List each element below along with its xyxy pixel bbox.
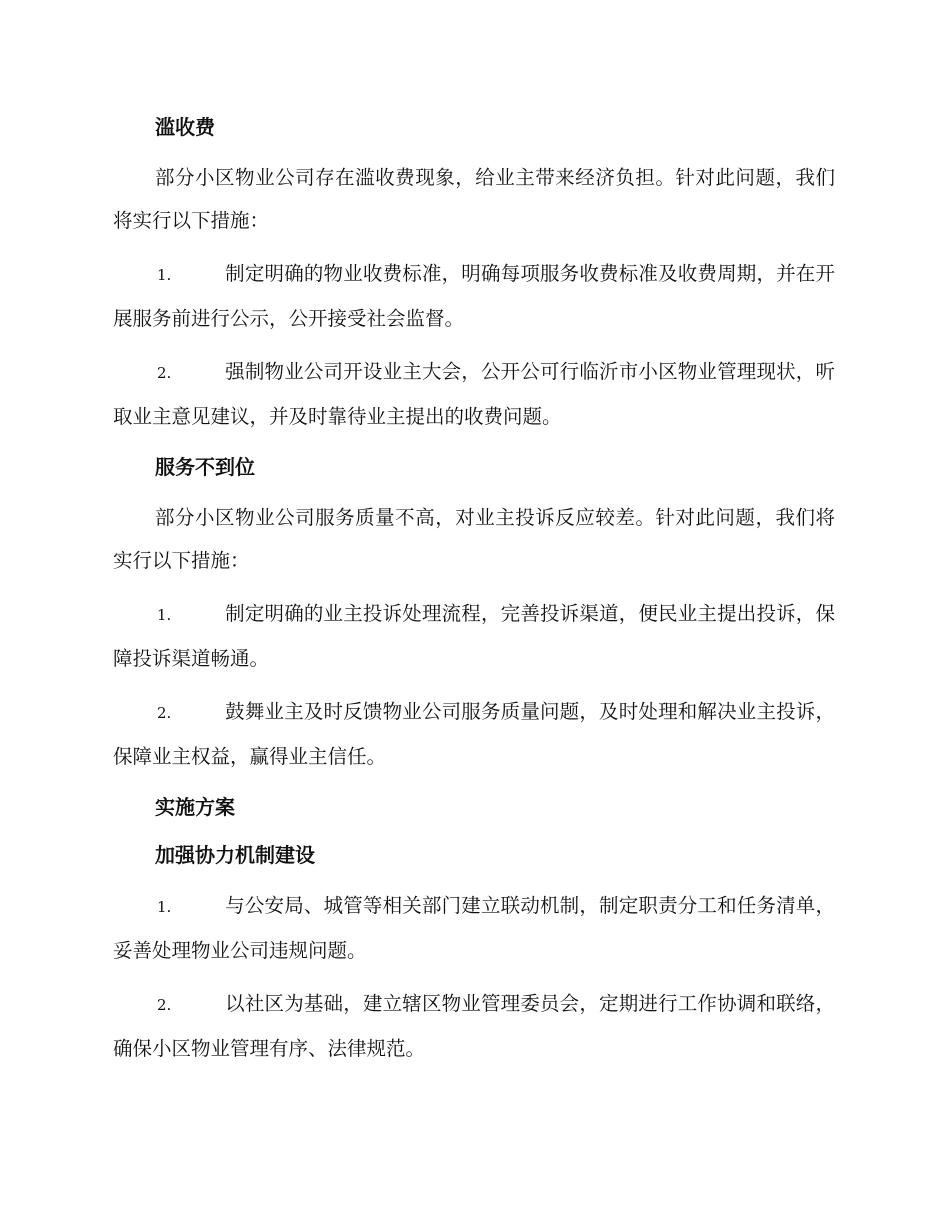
list-item [113, 884, 835, 972]
list-item-text: 制定明确的业主投诉处理流程，完善投诉渠道，便民业主提出投诉，保障投诉渠道畅通。 [113, 602, 835, 670]
list-item-number: 2. [157, 996, 172, 1014]
document-content [113, 108, 835, 1080]
list-item-number: 1. [157, 266, 172, 284]
list-item [113, 982, 835, 1070]
list-item [113, 690, 835, 778]
list-item-number: 2. [157, 704, 172, 722]
list-item [113, 350, 835, 438]
section-heading-implementation-plan: 实施方案 [155, 795, 235, 819]
list-item-number: 1. [157, 606, 172, 624]
list-item-text: 以社区为基础，建立辖区物业管理委员会，定期进行工作协调和联络，确保小区物业管理有序、法律规范。 [113, 992, 835, 1060]
list-item-text: 与公安局、城管等相关部门建立联动机制，制定职责分工和任务清单，妥善处理物业公司违规问题。 [113, 894, 835, 962]
section-heading-overcharging: 滥收费 [155, 115, 215, 139]
list-item-number: 1. [157, 898, 172, 916]
list-item-number: 2. [157, 364, 172, 382]
list-item-text: 鼓舞业主及时反馈物业公司服务质量问题，及时处理和解决业主投诉，保障业主权益，赢得业主信任。 [113, 700, 835, 768]
section-heading-poor-service: 服务不到位 [155, 455, 255, 479]
section-intro-paragraph: 部分小区物业公司存在滥收费现象，给业主带来经济负担。针对此问题，我们将实行以下措施： [113, 166, 835, 232]
section-intro-paragraph: 部分小区物业公司服务质量不高，对业主投诉反应较差。针对此问题，我们将实行以下措施： [113, 506, 835, 572]
list-item [113, 252, 835, 340]
list-item [113, 592, 835, 680]
section-heading-cooperation-mechanism: 加强协力机制建设 [155, 843, 315, 867]
list-item-text: 强制物业公司开设业主大会，公开公可行临沂市小区物业管理现状，听取业主意见建议，并及时靠待业主提出的收费问题。 [113, 360, 835, 428]
list-item-text: 制定明确的物业收费标准，明确每项服务收费标准及收费周期，并在开展服务前进行公示，公开接受社会监督。 [113, 262, 835, 330]
